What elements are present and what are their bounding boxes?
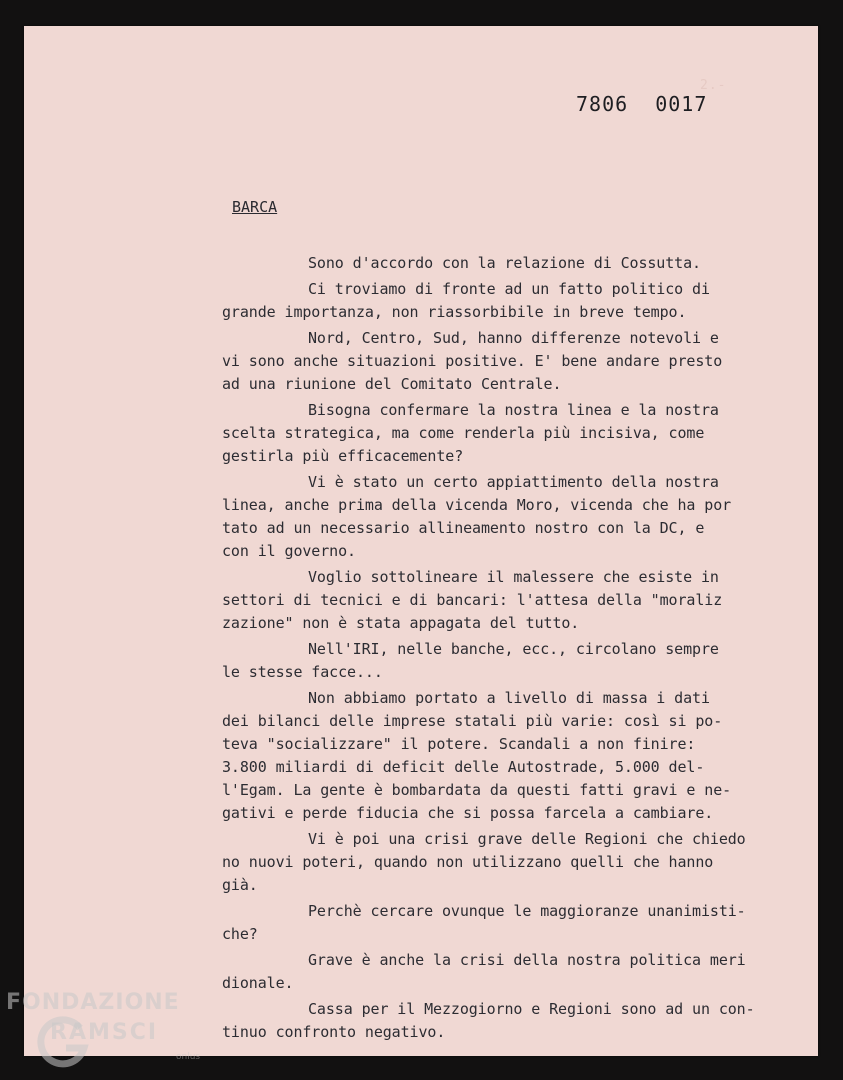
bleed-through-page-mark: 2.- [700,78,727,93]
text-line: Vi è stato un certo appiattimento della nostra [308,473,719,491]
text-line: dionale. [222,974,294,992]
text-line: l'Egam. La gente è bombardata da questi fatti gravi e ne- [222,781,732,799]
text-line: Perchè cercare ovunque le maggioranze unanimisti- [308,902,746,920]
text-line: 3.800 miliardi di deficit delle Autostrade, 5.000 del- [222,758,705,776]
text-line: Nord, Centro, Sud, hanno differenze notevoli e [308,329,719,347]
text-line: settori di tecnici e di bancari: l'attesa della "moraliz [222,591,723,609]
paragraph [222,252,792,275]
text-line: che? [222,925,258,943]
text-line: ad una riunione del Comitato Centrale. [222,375,562,393]
paragraph [222,278,792,324]
text-line: tinuo confronto negativo. [222,1023,446,1041]
text-line: zazione" non è stata appagata del tutto. [222,614,580,632]
text-line: scelta strategica, ma come renderla più incisiva, come [222,424,705,442]
text-line: Sono d'accordo con la relazione di Cossutta. [308,254,701,272]
paragraph [222,399,792,468]
text-line: Nell'IRI, nelle banche, ecc., circolano sempre [308,640,719,658]
text-line: Grave è anche la crisi della nostra politica meri [308,951,746,969]
text-line: Voglio sottolineare il malessere che esiste in [308,568,719,586]
text-line: dei bilanci delle imprese statali più varie: così si po- [222,712,723,730]
paragraph [222,949,792,995]
text-line: tato ad un necessario allineamento nostro con la DC, e [222,519,705,537]
document-body [222,252,792,1047]
text-line: grande importanza, non riassorbibile in breve tempo. [222,303,687,321]
text-line: linea, anche prima della vicenda Moro, vicenda che ha por [222,496,732,514]
document-number: 7806 0017 [576,92,708,116]
text-line: con il governo. [222,542,356,560]
fondazione-gramsci-watermark [6,990,216,1070]
paragraph [222,327,792,396]
text-line: Ci troviamo di fronte ad un fatto politico di [308,280,710,298]
text-line: gativi e perde fiducia che si possa farcela a cambiare. [222,804,714,822]
paragraph [222,638,792,684]
text-line: gestirla più efficacemente? [222,447,464,465]
text-line: Bisogna confermare la nostra linea e la nostra [308,401,719,419]
watermark-line2: RAMSCI [50,1020,159,1045]
paragraph [222,900,792,946]
text-line: Vi è poi una crisi grave delle Regioni che chiedo [308,830,746,848]
text-line: vi sono anche situazioni positive. E' bene andare presto [222,352,723,370]
paragraph [222,998,792,1044]
speaker-heading: BARCA [232,198,278,216]
paragraph [222,566,792,635]
text-line: Cassa per il Mezzogiorno e Regioni sono ad un con- [308,1000,755,1018]
text-line: Non abbiamo portato a livello di massa i dati [308,689,710,707]
paragraph [222,687,792,825]
text-line: no nuovi poteri, quando non utilizzano quelli che hanno [222,853,714,871]
watermark-onlus: onlus [176,1052,201,1062]
text-line: le stesse facce... [222,663,383,681]
text-line: teva "socializzare" il potere. Scandali a non finire: [222,735,696,753]
text-line: già. [222,876,258,894]
paragraph [222,828,792,897]
watermark-line1: FONDAZIONE [6,990,180,1015]
paragraph [222,471,792,563]
